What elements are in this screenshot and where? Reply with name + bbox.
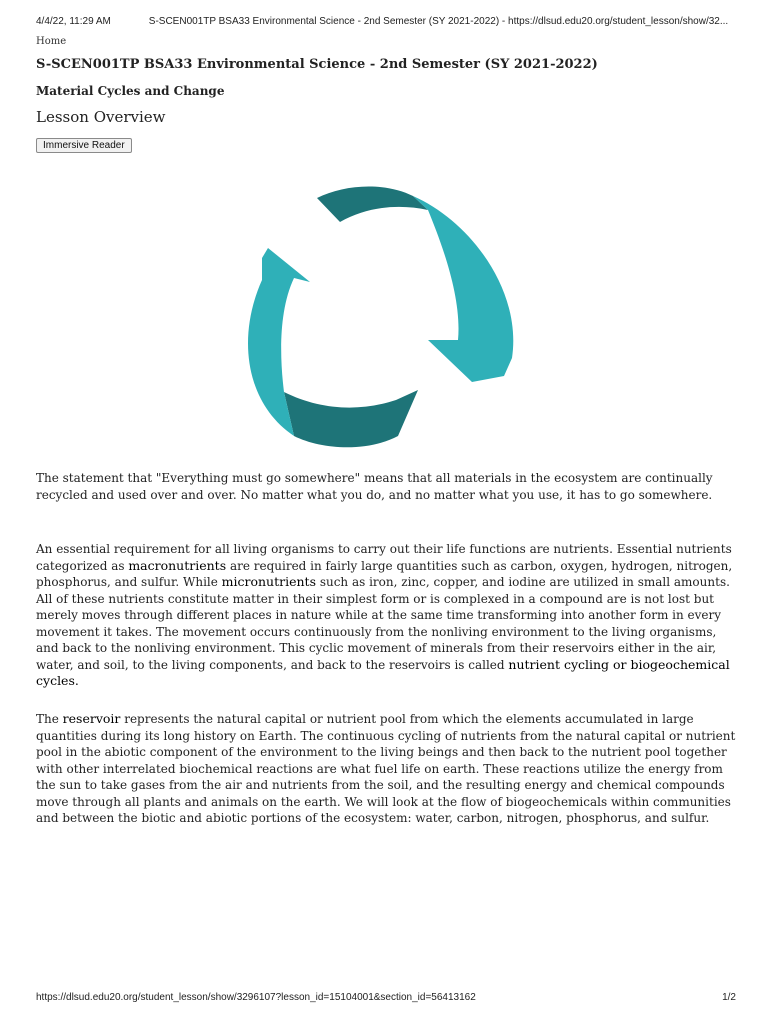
section-title: Lesson Overview	[36, 107, 166, 126]
paragraph-1	[36, 470, 736, 503]
cycle-arc-top	[317, 186, 428, 222]
cycle-arrow-right	[413, 196, 513, 382]
print-page-number: 1/2	[722, 992, 736, 1003]
print-page-title: S-SCEN001TP BSA33 Environmental Science - 2nd Semester (SY 2021-2022) - https://dlsud.edu20.org/student_lesson/show/32...	[148, 16, 729, 27]
paragraph-3-text-b: represents the natural capital or nutrient pool from which the elements accumulated in large quantities during its long history on Earth. The continuous cycling of nutrients from the natural capital or nutrient pool in the abiotic component of the environment to the living beings and then back to the nutrient pool together with other interrelated biochemical reactions are what fuel life on earth. These reactions utilize the energy from the sun to take gases from the air and nutrients from the soil, and the resulting energy and chemical compounds move through all plants and animals on the earth. We will look at the flow of biogeochemicals within communities and between the biotic and abiotic portions of the ecosystem: water, carbon, nitrogen, phosphorus, and sulfur.	[36, 712, 736, 825]
paragraph-2-text-a: An essential requirement for all living organisms to carry out their life functions are nutrients. Essential nutrients categorized as	[36, 542, 732, 573]
paragraph-2-text-c: such as iron, zinc, copper, and iodine are utilized in small amounts. All of these nutrients constitute matter in their simplest form or is complexed in a compound are is not lost but merely moves through different places in nature while at the same time transforming into another form in every movement it takes. The movement occurs continuously from the nonliving environment to the living organisms, and back to the nonliving environment. This cyclic movement of minerals from their reservoirs either in the air, water, and soil, to the living components, and back to the reservoirs is called	[36, 575, 730, 672]
paragraph-1-text: The statement that "Everything must go somewhere" means that all materials in the ecosystem are continually recycled and used over and over. No matter what you do, and no matter what you use, it has to go somewhere.	[36, 471, 713, 502]
course-title: S-SCEN001TP BSA33 Environmental Science - 2nd Semester (SY 2021-2022)	[36, 57, 598, 72]
print-date: 4/4/22, 11:29 AM	[36, 16, 111, 27]
paragraph-3-text-a: The	[36, 712, 63, 726]
keyword-reservoir: reservoir	[62, 711, 121, 726]
breadcrumb	[36, 36, 736, 47]
breadcrumb-home-link[interactable]: Home	[36, 36, 67, 47]
lesson-title: Material Cycles and Change	[36, 83, 225, 98]
lesson-content	[36, 36, 736, 153]
print-header	[36, 16, 736, 27]
recycle-arrows-image	[210, 150, 520, 460]
paragraph-2	[36, 541, 736, 690]
keyword-macronutrients: macronutrients	[128, 557, 227, 573]
recycle-arrows-icon	[210, 150, 520, 460]
keyword-nutrient-cycling: nutrient cycling or biogeochemical cycles.	[36, 656, 730, 688]
keyword-micronutrients: micronutrients	[221, 574, 316, 589]
paragraph-3	[36, 711, 736, 827]
print-footer	[36, 992, 736, 1003]
print-footer-url: https://dlsud.edu20.org/student_lesson/show/3296107?lesson_id=15104001&section_id=56413162	[36, 992, 476, 1003]
cycle-arc-bottom	[284, 390, 418, 447]
immersive-reader-button[interactable]: Immersive Reader	[36, 138, 132, 153]
paragraph-2-text-b: are required in fairly large quantities such as carbon, oxygen, hydrogen, nitrogen, phosphorus, and sulfur. While	[36, 558, 733, 589]
